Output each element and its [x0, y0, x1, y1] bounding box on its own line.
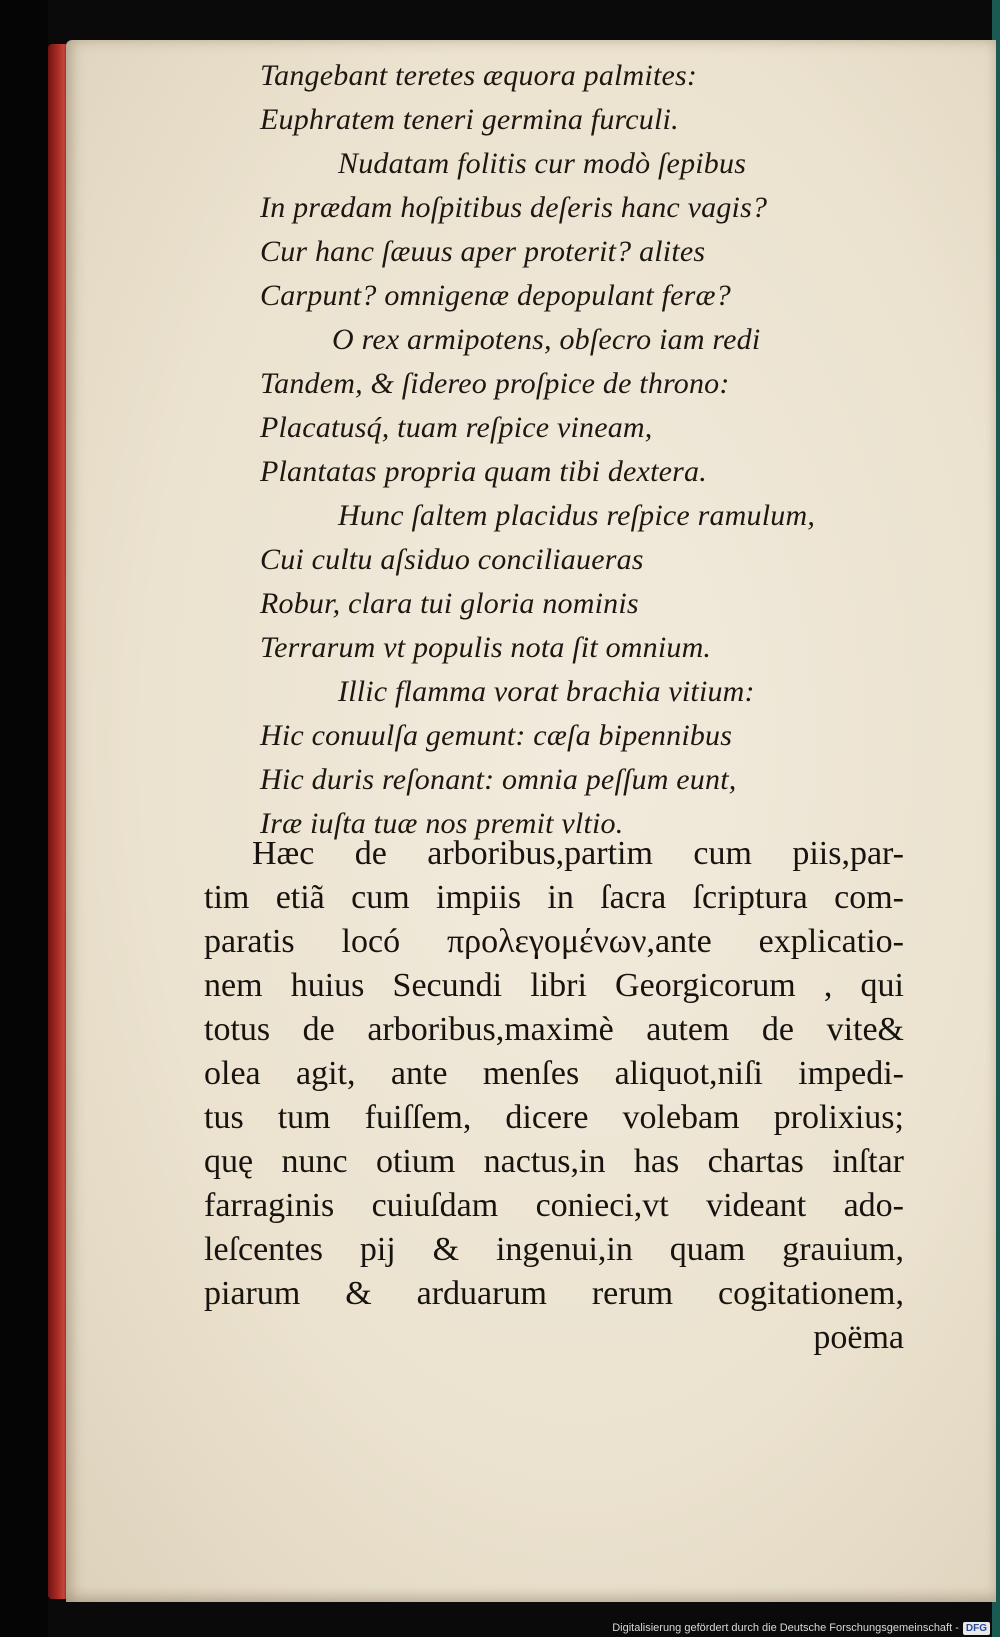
verse-line: O rex armipotens, obſecro iam redi	[332, 323, 761, 356]
prose-line: tus tum fuiſſem, dicere volebam prolixius;	[204, 1099, 904, 1136]
footer-credit-text: Digitalisierung gefördert durch die Deutsche Forschungsgemeinschaft -	[612, 1622, 959, 1634]
verse-line: Illic flamma vorat brachia vitium:	[338, 675, 755, 708]
prose-line: piarum & arduarum rerum cogitationem,	[204, 1275, 904, 1312]
verse-line: Plantatas propria quam tibi dextera.	[260, 455, 707, 488]
book-page	[66, 40, 996, 1602]
verse-line: Cur hanc ſæuus aper proterit? alites	[260, 235, 706, 268]
digitization-footer	[600, 1619, 990, 1637]
prose-line: tim etiã cum impiis in ſacra ſcriptura com-	[204, 879, 904, 916]
verse-line: Carpunt? omnigenæ depopulant feræ?	[260, 279, 731, 312]
verse-line: Tandem, & ſidereo proſpice de throno:	[260, 367, 730, 400]
verse-line: Hic duris reſonant: omnia peſſum eunt,	[260, 763, 737, 796]
verse-line: Euphratem teneri germina furculi.	[260, 103, 679, 136]
prose-line: nem huius Secundi libri Georgicorum , qui	[204, 967, 904, 1004]
verse-line: In prædam hoſpitibus deſeris hanc vagis?	[260, 191, 768, 224]
verse-line: Tangebant teretes æquora palmites:	[260, 59, 698, 92]
verse-line: Hic conuulſa gemunt: cæſa bipennibus	[260, 719, 733, 752]
dfg-logo: DFG	[963, 1622, 990, 1635]
prose-line: paratis locó προλεγομένων,ante explicatio-	[204, 923, 904, 960]
catchword: poëma	[813, 1319, 904, 1356]
book-spine-shadow	[0, 0, 48, 1637]
verse-line: Placatusq́, tuam reſpice vineam,	[260, 411, 653, 444]
verse-line: Nudatam folitis cur modò ſepibus	[338, 147, 747, 180]
prose-line: leſcentes pij & ingenui,in quam grauium,	[204, 1231, 904, 1268]
verse-line: Robur, clara tui gloria nominis	[260, 587, 639, 620]
prose-line: Hæc de arboribus,partim cum piis,par-	[252, 835, 904, 872]
verse-line: Terrarum vt populis nota ſit omnium.	[260, 631, 712, 664]
prose-line: farraginis cuiuſdam conieci,vt videant ado-	[204, 1187, 904, 1224]
red-page-edge	[48, 44, 68, 1599]
verse-line: Hunc ſaltem placidus reſpice ramulum,	[338, 499, 816, 532]
prose-line: totus de arboribus,maximè autem de vite&	[204, 1011, 904, 1048]
verse-line: Iræ iuſta tuæ nos premit vltio.	[260, 807, 624, 840]
prose-line: quę nunc otium nactus,in has chartas inſtar	[204, 1143, 904, 1180]
verse-line: Cui cultu aſsiduo conciliaueras	[260, 543, 644, 576]
prose-line: olea agit, ante menſes aliquot,niſi impedi-	[204, 1055, 904, 1092]
